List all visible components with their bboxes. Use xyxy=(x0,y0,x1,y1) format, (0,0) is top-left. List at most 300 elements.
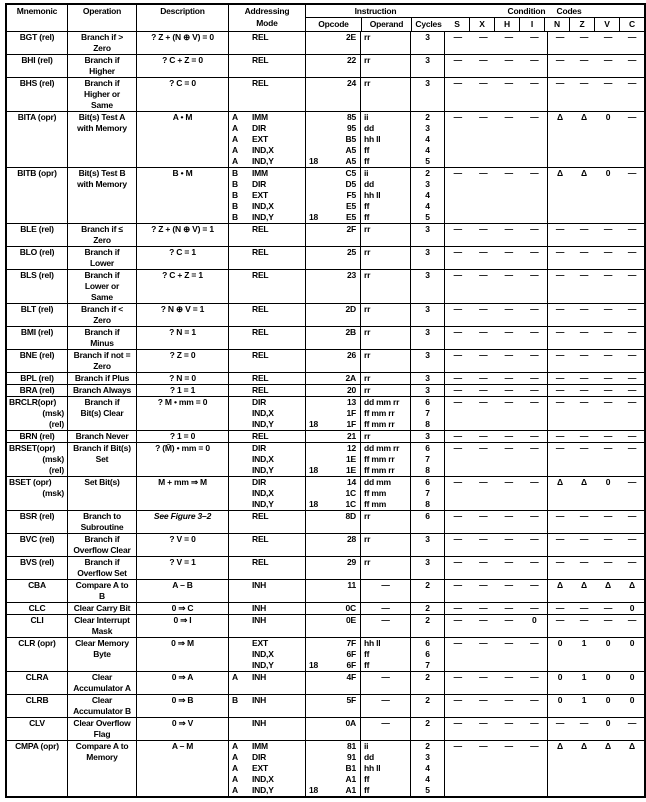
mnemonic-text: CLR (opr) xyxy=(18,638,56,648)
operation-cell xyxy=(68,557,137,579)
cc-symbol: — xyxy=(603,327,613,337)
addressing-mode-text: REL xyxy=(252,247,269,257)
description-text: ? C = 0 xyxy=(169,78,196,88)
opcode-line xyxy=(306,477,360,488)
operation-text: Byte xyxy=(93,649,111,659)
operand-cell xyxy=(361,638,411,671)
addressing-mode-text: INH xyxy=(252,580,267,590)
cc-symbol: Δ xyxy=(581,168,587,178)
accumulator-prefix: A xyxy=(232,752,238,762)
header-addressing-line2: Mode xyxy=(256,18,278,28)
operation-text: Higher or xyxy=(84,89,120,99)
addressing-mode-text: IND,Y xyxy=(252,785,274,795)
cycles-text: 3 xyxy=(425,78,430,88)
cc-symbol: — xyxy=(579,224,589,234)
opcode-text: 2E xyxy=(346,32,356,42)
cc-symbol: Δ xyxy=(557,168,563,178)
mnemonic-text: CLI xyxy=(30,615,44,625)
accumulator-prefix: B xyxy=(232,190,238,200)
opcode-text: 1C xyxy=(345,488,356,498)
addressing-mode-text: INH xyxy=(252,672,267,682)
header-cc-c: C xyxy=(619,18,644,31)
cc-symbol: — xyxy=(530,350,539,360)
cc-symbol: — xyxy=(504,580,513,590)
prebyte-text xyxy=(306,603,324,614)
operation-text: Branch if ≤ xyxy=(81,224,123,234)
prebyte-text xyxy=(306,638,324,649)
opcode-text: 23 xyxy=(346,270,356,280)
prebyte-text xyxy=(306,168,324,179)
operand-text: ff xyxy=(364,660,370,670)
cc-symbol: — xyxy=(504,373,513,383)
operation-text: Subroutine xyxy=(80,522,124,532)
cc-symbol: — xyxy=(627,373,637,383)
condition-codes-sxhi-cell xyxy=(445,385,548,396)
cc-symbol: — xyxy=(627,477,637,487)
addressing-mode-text: REL xyxy=(252,270,269,280)
condition-codes-nzvc-cell xyxy=(548,168,644,223)
addressing-mode-text: REL xyxy=(252,385,269,395)
operand-text: ff mm rr xyxy=(364,419,395,429)
accumulator-prefix xyxy=(229,649,251,660)
header-instruction-subrow xyxy=(306,18,445,31)
cycles-text: 3 xyxy=(425,55,430,65)
opcode-line xyxy=(306,408,360,419)
condition-codes-sxhi-cell xyxy=(445,350,548,372)
operation-cell xyxy=(68,718,137,740)
opcode-line xyxy=(306,499,360,510)
addressing-mode-cell xyxy=(229,534,306,556)
cc-symbol: — xyxy=(479,112,488,122)
table-row xyxy=(7,614,644,637)
operand-text: rr xyxy=(364,385,371,395)
operation-text: Mask xyxy=(91,626,113,636)
description-text: ? 1 = 0 xyxy=(169,431,196,441)
mnemonic-cell xyxy=(7,615,68,637)
opcode-line xyxy=(306,327,360,338)
cc-symbol: — xyxy=(579,603,589,613)
accumulator-prefix xyxy=(229,443,251,454)
mnemonic-cell xyxy=(7,638,68,671)
cc-symbol: — xyxy=(627,534,637,544)
cc-symbol: — xyxy=(453,78,462,88)
prebyte-text xyxy=(306,741,324,752)
condition-codes-nzvc-cell xyxy=(548,557,644,579)
description-cell xyxy=(137,270,229,303)
operand-text: ff xyxy=(364,212,370,222)
cycles-text: 5 xyxy=(425,785,430,795)
opcode-line xyxy=(306,397,360,408)
cc-symbol: Δ xyxy=(581,477,587,487)
mnemonic-text: BPL (rel) xyxy=(20,373,54,383)
accumulator-prefix: B xyxy=(232,212,238,222)
description-cell xyxy=(137,112,229,167)
mnemonic-cell xyxy=(7,168,68,223)
cc-symbol: — xyxy=(453,373,462,383)
cc-symbol: — xyxy=(555,615,565,625)
prebyte-text xyxy=(306,304,324,315)
condition-codes-nzvc-cell xyxy=(548,603,644,614)
cc-symbol: — xyxy=(479,247,488,257)
cc-symbol: — xyxy=(453,741,462,751)
accumulator-prefix: A xyxy=(232,123,238,133)
table-row xyxy=(7,167,644,223)
prebyte-text xyxy=(306,580,324,591)
prebyte-text xyxy=(306,672,324,683)
operand-text: ff xyxy=(364,145,370,155)
description-text: ? C + Z = 1 xyxy=(162,270,203,280)
addressing-mode-cell xyxy=(229,638,306,671)
mnemonic-text: BLO (rel) xyxy=(19,247,55,257)
accumulator-prefix xyxy=(229,385,251,396)
opcode-line xyxy=(306,32,360,43)
cc-symbol: — xyxy=(579,718,589,728)
operation-text: Branch Always xyxy=(72,385,132,395)
cc-symbol: — xyxy=(555,385,565,395)
addressing-mode-cell xyxy=(229,55,306,77)
operand-text: ff xyxy=(364,201,370,211)
mode-line xyxy=(229,179,305,190)
cycles-text: 6 xyxy=(425,511,430,521)
operand-text: hh ll xyxy=(364,134,381,144)
cc-symbol: Δ xyxy=(557,741,563,751)
cycles-text: 7 xyxy=(425,408,430,418)
cc-symbol: 1 xyxy=(581,695,587,705)
operation-text: Higher xyxy=(89,66,115,76)
header-description xyxy=(137,5,229,31)
condition-codes-sxhi-cell xyxy=(445,247,548,269)
operation-text: Branch if xyxy=(84,534,120,544)
cc-symbol: — xyxy=(504,672,513,682)
opcode-text: 2F xyxy=(346,224,356,234)
operand-cell xyxy=(361,32,411,54)
description-cell xyxy=(137,672,229,694)
mnemonic-text: BRN (rel) xyxy=(19,431,55,441)
prebyte-text xyxy=(306,454,324,465)
addressing-mode-text: IMM xyxy=(252,741,268,751)
condition-codes-nzvc-cell xyxy=(548,695,644,717)
description-text: ? Z = 0 xyxy=(169,350,196,360)
opcode-line xyxy=(306,649,360,660)
opcode-line xyxy=(306,385,360,396)
header-instruction-label: Instruction xyxy=(306,5,445,18)
cc-symbol: — xyxy=(555,224,565,234)
operation-text: Same xyxy=(91,292,113,302)
opcode-text: F5 xyxy=(346,190,356,200)
opcode-cell xyxy=(306,397,361,430)
cc-symbol: — xyxy=(627,247,637,257)
operand-cell xyxy=(361,112,411,167)
cycles-cell xyxy=(411,603,445,614)
mode-line xyxy=(229,385,305,396)
mode-line xyxy=(229,603,305,614)
addressing-mode-text: REL xyxy=(252,373,269,383)
opcode-line xyxy=(306,156,360,167)
description-cell xyxy=(137,78,229,111)
opcode-cell xyxy=(306,695,361,717)
cc-symbol: — xyxy=(479,224,488,234)
prebyte-text xyxy=(306,534,324,545)
opcode-line xyxy=(306,190,360,201)
cc-symbol: — xyxy=(453,112,462,122)
cc-symbol: — xyxy=(627,385,637,395)
operation-text: Set xyxy=(95,454,109,464)
prebyte-text xyxy=(306,350,324,361)
mnemonic-cell xyxy=(7,443,68,476)
cc-symbol: — xyxy=(555,431,565,441)
addressing-mode-text: IND,Y xyxy=(252,419,274,429)
opcode-cell xyxy=(306,224,361,246)
opcode-line xyxy=(306,454,360,465)
operation-cell xyxy=(68,477,137,510)
description-text: ? 1 = 1 xyxy=(169,385,196,395)
prebyte-text xyxy=(306,134,324,145)
addressing-mode-cell xyxy=(229,247,306,269)
cc-symbol: — xyxy=(555,78,565,88)
description-text: ? N = 1 xyxy=(169,327,196,337)
cycles-text: 7 xyxy=(425,454,430,464)
mode-line xyxy=(229,350,305,361)
cc-symbol: — xyxy=(603,32,613,42)
description-text: 0 ⇒ M xyxy=(171,638,194,648)
table-row xyxy=(7,223,644,246)
operand-text: rr xyxy=(364,534,371,544)
cycles-text: 3 xyxy=(425,304,430,314)
opcode-line xyxy=(306,672,360,683)
mode-line xyxy=(229,465,305,476)
operand-cell xyxy=(361,168,411,223)
cc-symbol: — xyxy=(627,304,637,314)
table-row xyxy=(7,533,644,556)
cc-symbol: — xyxy=(627,112,637,122)
condition-codes-nzvc-cell xyxy=(548,580,644,602)
cc-symbol: — xyxy=(479,431,488,441)
prebyte-text xyxy=(306,373,324,384)
cc-symbol: — xyxy=(555,373,565,383)
mode-line xyxy=(229,741,305,752)
mode-line xyxy=(229,112,305,123)
addressing-mode-text: DIR xyxy=(252,397,267,407)
cycles-text: 2 xyxy=(425,695,430,705)
operand-cell xyxy=(361,580,411,602)
condition-codes-nzvc-cell xyxy=(548,112,644,167)
operand-text: dd xyxy=(364,752,374,762)
cc-symbol: — xyxy=(504,397,513,407)
condition-codes-nzvc-cell xyxy=(548,32,644,54)
cycles-cell xyxy=(411,224,445,246)
cc-symbol: — xyxy=(603,373,613,383)
addressing-mode-cell xyxy=(229,603,306,614)
cc-symbol: — xyxy=(579,327,589,337)
opcode-cell xyxy=(306,350,361,372)
cc-symbol: — xyxy=(530,672,539,682)
addressing-mode-cell xyxy=(229,695,306,717)
opcode-text: 26 xyxy=(346,350,356,360)
cycles-text: 8 xyxy=(425,499,430,509)
cc-symbol: — xyxy=(453,55,462,65)
operand-text: — xyxy=(381,718,390,728)
prebyte-text: 18 xyxy=(309,419,319,429)
header-cycles-label: Cycles xyxy=(411,18,445,31)
accumulator-prefix xyxy=(229,557,251,568)
addressing-mode-cell xyxy=(229,327,306,349)
cc-symbol: — xyxy=(603,397,613,407)
condition-codes-sxhi-cell xyxy=(445,477,548,510)
opcode-line xyxy=(306,580,360,591)
operand-text: — xyxy=(381,580,390,590)
cc-symbol: — xyxy=(479,304,488,314)
cc-symbol: — xyxy=(479,638,488,648)
prebyte-text xyxy=(306,774,324,785)
cycles-text: 4 xyxy=(425,201,430,211)
mnemonic-text: BNE (rel) xyxy=(19,350,55,360)
cc-symbol: — xyxy=(453,534,462,544)
accumulator-prefix: A xyxy=(232,774,238,784)
operand-text: rr xyxy=(364,431,371,441)
mode-line xyxy=(229,580,305,591)
cc-symbol: — xyxy=(579,78,589,88)
operation-text: Clear Interrupt xyxy=(74,615,130,625)
description-text: ? M • mm = 0 xyxy=(157,397,208,407)
table-row xyxy=(7,442,644,476)
opcode-line xyxy=(306,488,360,499)
mode-line xyxy=(229,752,305,763)
mnemonic-cell xyxy=(7,557,68,579)
description-text: ? C + Z = 0 xyxy=(162,55,203,65)
prebyte-text: 18 xyxy=(309,785,319,795)
operation-text: Branch if > xyxy=(81,32,123,42)
opcode-line xyxy=(306,373,360,384)
opcode-cell xyxy=(306,638,361,671)
condition-codes-sxhi-cell xyxy=(445,443,548,476)
header-mnemonic xyxy=(7,5,68,31)
cc-symbol: — xyxy=(479,672,488,682)
cycles-text: 3 xyxy=(425,350,430,360)
accumulator-prefix xyxy=(229,247,251,258)
cc-symbol: — xyxy=(453,224,462,234)
mnemonic-text: BSET (opr) xyxy=(9,477,52,487)
opcode-line xyxy=(306,615,360,626)
cc-symbol: — xyxy=(504,55,513,65)
condition-codes-nzvc-cell xyxy=(548,718,644,740)
mnemonic-text: (rel) xyxy=(48,419,64,429)
operand-cell xyxy=(361,511,411,533)
opcode-text: 2D xyxy=(345,304,356,314)
mode-line xyxy=(229,477,305,488)
opcode-cell xyxy=(306,534,361,556)
table-row xyxy=(7,579,644,602)
addressing-mode-text: REL xyxy=(252,350,269,360)
accumulator-prefix xyxy=(229,580,251,591)
cc-symbol: — xyxy=(579,557,589,567)
cc-symbol: — xyxy=(504,350,513,360)
prebyte-text xyxy=(306,112,324,123)
condition-codes-nzvc-cell xyxy=(548,350,644,372)
cycles-text: 2 xyxy=(425,741,430,751)
cc-symbol: — xyxy=(479,477,488,487)
cycles-cell xyxy=(411,373,445,384)
condition-codes-sxhi-cell xyxy=(445,615,548,637)
accumulator-prefix: B xyxy=(232,695,238,705)
accumulator-prefix xyxy=(229,488,251,499)
operand-text: dd mm rr xyxy=(364,397,400,407)
mnemonic-cell xyxy=(7,373,68,384)
cc-symbol: — xyxy=(603,534,613,544)
opcode-text: D5 xyxy=(345,179,356,189)
addressing-mode-text: REL xyxy=(252,78,269,88)
table-row xyxy=(7,637,644,671)
addressing-mode-text: DIR xyxy=(252,179,267,189)
cc-symbol: — xyxy=(627,431,637,441)
opcode-cell xyxy=(306,431,361,442)
accumulator-prefix: A xyxy=(232,741,238,751)
operation-text: Bit(s) Test A xyxy=(78,112,126,122)
prebyte-text xyxy=(306,615,324,626)
header-mnemonic-label: Mnemonic xyxy=(16,6,58,16)
opcode-line xyxy=(306,78,360,89)
cycles-text: 7 xyxy=(425,488,430,498)
description-cell xyxy=(137,534,229,556)
cc-symbol: — xyxy=(603,350,613,360)
cc-symbol: — xyxy=(627,224,637,234)
table-header xyxy=(7,5,644,31)
operation-cell xyxy=(68,112,137,167)
cc-symbol: 0 xyxy=(557,695,563,705)
mode-line xyxy=(229,123,305,134)
operation-text: Set Bit(s) xyxy=(84,477,120,487)
accumulator-prefix xyxy=(229,511,251,522)
cc-symbol: — xyxy=(555,304,565,314)
operation-cell xyxy=(68,350,137,372)
description-text: ? (M̄) • mm = 0 xyxy=(155,443,210,453)
addressing-mode-text: REL xyxy=(252,327,269,337)
cc-symbol: 0 xyxy=(605,672,611,682)
operand-text: — xyxy=(381,603,390,613)
table-row xyxy=(7,740,644,796)
mnemonic-text: BLS (rel) xyxy=(20,270,54,280)
mnemonic-cell xyxy=(7,695,68,717)
mnemonic-text: BVC (rel) xyxy=(19,534,55,544)
cycles-text: 5 xyxy=(425,212,430,222)
mnemonic-cell xyxy=(7,385,68,396)
prebyte-text xyxy=(306,488,324,499)
cc-symbol: — xyxy=(479,270,488,280)
operation-text: Zero xyxy=(93,361,111,371)
cc-symbol: Δ xyxy=(581,580,587,590)
operation-text: Zero xyxy=(93,315,111,325)
operation-text: Overflow Clear xyxy=(73,545,131,555)
addressing-mode-text: IND,X xyxy=(252,649,274,659)
description-cell xyxy=(137,304,229,326)
operation-cell xyxy=(68,443,137,476)
cc-symbol: — xyxy=(555,557,565,567)
cc-symbol: — xyxy=(504,741,513,751)
header-cc-n: N xyxy=(544,18,569,31)
operation-cell xyxy=(68,373,137,384)
description-cell xyxy=(137,511,229,533)
condition-codes-nzvc-cell xyxy=(548,373,644,384)
addressing-mode-text: EXT xyxy=(252,763,268,773)
cc-symbol: — xyxy=(555,511,565,521)
cc-symbol: — xyxy=(453,695,462,705)
prebyte-text xyxy=(306,649,324,660)
cycles-text: 2 xyxy=(425,615,430,625)
cc-symbol: — xyxy=(603,55,613,65)
opcode-text: 1E xyxy=(346,465,356,475)
cc-symbol: — xyxy=(504,168,513,178)
cc-symbol: — xyxy=(603,431,613,441)
mnemonic-cell xyxy=(7,580,68,602)
